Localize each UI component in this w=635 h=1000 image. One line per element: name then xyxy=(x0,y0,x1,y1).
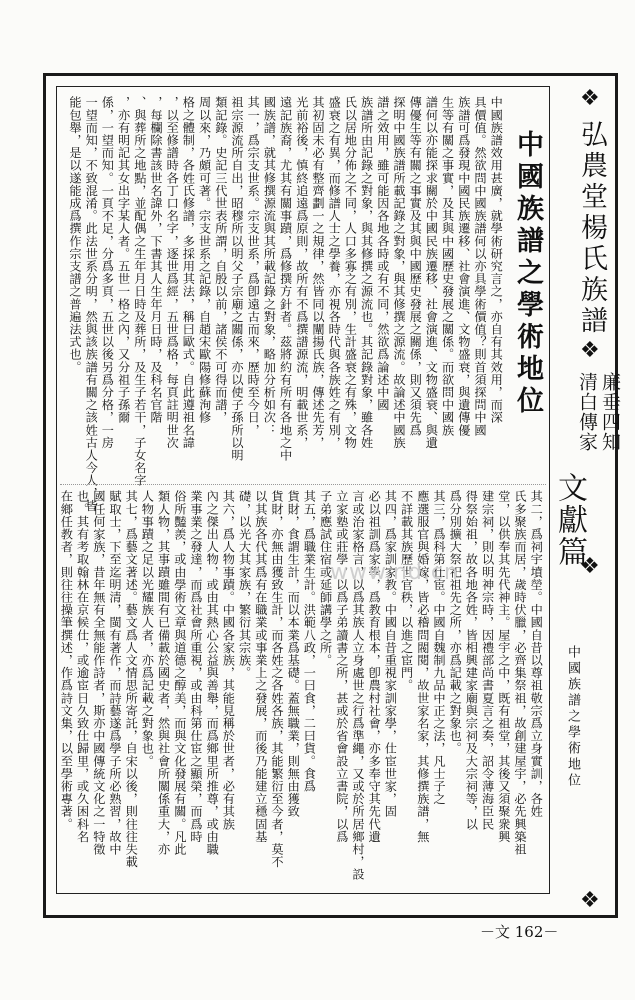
text-column: 族譜可爲發現中國民族遷移、社會演進、文物盛衰，與遺傳優 xyxy=(456,96,471,437)
text-column: 業事業之發達，而爲社會所重視，或由科第仕宦之顯榮，而爲時 xyxy=(189,490,203,843)
text-column: 傳優生等有關之事實及其與中國歷史發展之關係，則又須先爲 xyxy=(408,96,423,437)
text-column: 必以祖訓爲家學，爲教育根本，卽農村社會，亦多奉守其先代遺 xyxy=(367,490,382,843)
text-column: 得祭始祖，故各地各姓，皆相興建家廟與宗祠及大宗祠等，以 xyxy=(464,490,479,831)
text-column: 在鄉任教者，則往往操筆撰述，作爲詩文集，以至學術專著。 xyxy=(59,490,74,831)
spine-label: 中國族譜之學術地位 xyxy=(565,645,580,789)
ornament-icon: ❖ xyxy=(580,86,600,111)
text-column: 賦取士，下至迄明清，閩有著作，而詩藝遂爲學子所必熟習，故中 xyxy=(108,490,122,856)
text-column: 以其族各代其爲有在職業或事業上之發展，而後乃能建立穩固基 xyxy=(253,490,268,843)
text-column: 子弟應試住宿或延師講學之所。 xyxy=(318,490,333,667)
text-column: 族譜所由記錄之對象，與其修撰之源流也。其記錄對象，雖各姓 xyxy=(359,96,374,449)
text-column: 不詳載其族歷世官秩，以進之宦門。 xyxy=(399,490,414,692)
text-column: 周以來，乃頗可著。宗支世系之記錄，自趙宋歐陽修蘇洵修 xyxy=(197,96,212,424)
text-column: 其七，爲藝文著述。藝文爲人文情思所寄託，自宋以後，則往往失載 xyxy=(124,490,139,868)
text-column: 類記錄。史記三代世表所謂，自殷以前，諸侯不可得而譜， xyxy=(213,96,228,424)
text-column: 、與葬所之地點，並配偶之生年月日時及葬所，及生子若干，子女名字 xyxy=(132,96,147,487)
ornament-icon: ❖ xyxy=(580,888,600,913)
text-column: 人物事蹟之足以光耀族人者，亦爲記載之對象也。 xyxy=(140,490,155,768)
text-column: 應選服官與婚嫁，皆必稽問閥閱，故世家名家，其修撰族譜，無 xyxy=(415,490,430,843)
text-column: 盛衰之有異，而修譜人士之學養，亦視各時代與各族姓之有別， xyxy=(327,96,342,449)
text-column: 俗所豔羨，或由學術文章與道德之醇美，而與文化發展有關。凡此 xyxy=(172,490,187,856)
page-number: －文 162－ xyxy=(480,923,559,941)
motto-line-1: 廉垂四知 xyxy=(599,372,621,452)
text-column: 國任何家族，昔年無有全無能作詩者，斯亦中國傳統文化之一特徵 xyxy=(91,490,106,856)
text-column: 氏以居地分佈之不同，人口多寡之有別，生計盛衰之有殊，文物 xyxy=(343,96,358,449)
text-column: 祖宗源流所自出，昭穆所以明父子宗廟之關係，亦以使子孫所以明 xyxy=(230,96,244,462)
text-column: 遠記族裔，尤其有關事蹟，爲修撰方針者。茲將約有所有各地之中 xyxy=(278,96,293,462)
article-title: 中國族譜之學術地位 xyxy=(512,130,543,418)
motto-line-2: 清白傳家 xyxy=(576,372,598,452)
text-column: 其初固未必有整齊劃一之規律，然皆同以闡揚氏族，傳述先芳， xyxy=(311,96,325,449)
text-column: 探明中國族譜所載記錄之對象，與其修撰之源流。故論述中國族 xyxy=(392,96,406,449)
text-column: 一望而知，不致混淆。此法世系分明，然與該族譜有關之該姓古人今人，皆 xyxy=(84,96,99,512)
text-column: 氏多聚族而居，歲時伏臘，必齊集祭祖，故創建屋宇，必先興築祖 xyxy=(513,490,527,856)
text-column: ，以至修譜時各丁口名字，逐世爲經，五世爲格，每頁註明世次 xyxy=(165,96,180,449)
section-title: 文獻篇 xyxy=(552,472,587,568)
text-column: 譜何以亦能探求關於中國民族遷移、社會演進、文物盛衰、與遺 xyxy=(424,96,439,449)
watermark-text: www.nd.cn xyxy=(330,560,459,585)
text-column: 光前裕後，慎終追遠爲原則，故所有不爲撰譜源流，明載世系， xyxy=(294,96,309,449)
text-column: 係，一望而知。一頁不足，分爲多頁，五世以後另爲分格，一房 xyxy=(100,96,115,449)
text-column: 礎，以光大其家族，繁衍其宗族。 xyxy=(237,490,252,679)
text-column: 言或治家格言，以爲其族人立身處世之行爲準繩，又或於所居鄉村，設 xyxy=(351,490,365,881)
text-column: 格之體制，各姓氏修譜，多採用其法，稱曰歐式。自此遵祖名諱 xyxy=(181,96,196,449)
text-column: 其四，爲家訓家教。中國自昔重視家訓家學，仕宦世家，固 xyxy=(383,490,398,818)
text-column: 譜之效用，雖可能因各地各時或有不同，然欲爲論述中國 xyxy=(375,96,390,411)
ornament-icon: ❖ xyxy=(580,338,600,363)
text-column: 其六，爲人物事蹟。中國各家族，其能見稱於世者，必有其族 xyxy=(221,490,236,831)
text-column: 內之傑出人物，或由其熱心公益與善舉，而爲鄉里所推尊，或由職 xyxy=(205,490,220,856)
text-column: 能包舉，是以遂能成爲撰作宗支譜之普遍法式也。 xyxy=(68,96,82,374)
ornament-icon: ❖ xyxy=(580,554,600,579)
book-title: 弘農堂楊氏族譜 xyxy=(576,120,607,337)
text-column: 其三，爲科第仕宦。中國自魏制九品中正之法，凡士子之 xyxy=(432,490,446,805)
text-column: 貨財，食謂生計，而以本業爲基礎。蓋無職業，則無由獲致 xyxy=(286,490,301,818)
text-column: 也。其有考取翰林在京候仕，或逾宦日久致仕歸里，或久困科名 xyxy=(75,490,90,843)
text-column: 建宗祠，則以明神宗時，因禮部尚書夏言之奏，詔令薄海臣民 xyxy=(480,490,495,831)
text-column: 國族譜，就其修撰源流與其所載記錄之對象，略加分析如次： xyxy=(262,96,277,437)
text-column: ，亦有明記其女出字某人者。五世一格之內，又分祖子孫爾 xyxy=(116,96,131,424)
text-column: ，每欄除書該世名諱外，下書其人生年月日時，及科名官階 xyxy=(149,96,163,424)
text-column: 立家塾或莊學，以爲子弟讀書之所，甚或於省會設立書院，以爲 xyxy=(334,490,349,843)
text-column: 生等有關之事實，及其與中國歷史發展之關係。而欲問中國族 xyxy=(440,96,455,437)
text-column: 其五，爲職業生計。洪範八政，一曰食，二曰貨。食爲 xyxy=(302,490,317,793)
section-divider xyxy=(60,484,546,485)
text-column: 中國族譜效用甚廣，就學術研究言之，亦自有其效用，而深 xyxy=(489,96,504,424)
text-column: 具價值。然欲問中國族譜何以亦具學術價值？則首須探問中國 xyxy=(473,96,487,437)
text-column: 堂，以供奉其先代神主。屋宇之中，既有祖堂，其後又須聚衆興 xyxy=(496,490,511,843)
text-column: 其二，爲祠宇墳塋。中國自昔以尊祖敬宗爲立身實訓，各姓 xyxy=(529,490,544,818)
text-column: 類人物，其事蹟雖間有已備載於國史者，然與社會所關係重大，亦 xyxy=(156,490,171,856)
text-column: 貨財，亦無由獲致生計，而各姓之各姓各族，其能繁衍至今者，莫不 xyxy=(270,490,284,868)
text-column: 其一，爲宗支世系。宗支世系，爲卽遠古而來，歷時至今日， xyxy=(246,96,261,437)
text-column: 爲分別擴大祭祀祖先之所，亦爲記載之對象也。 xyxy=(448,490,463,755)
